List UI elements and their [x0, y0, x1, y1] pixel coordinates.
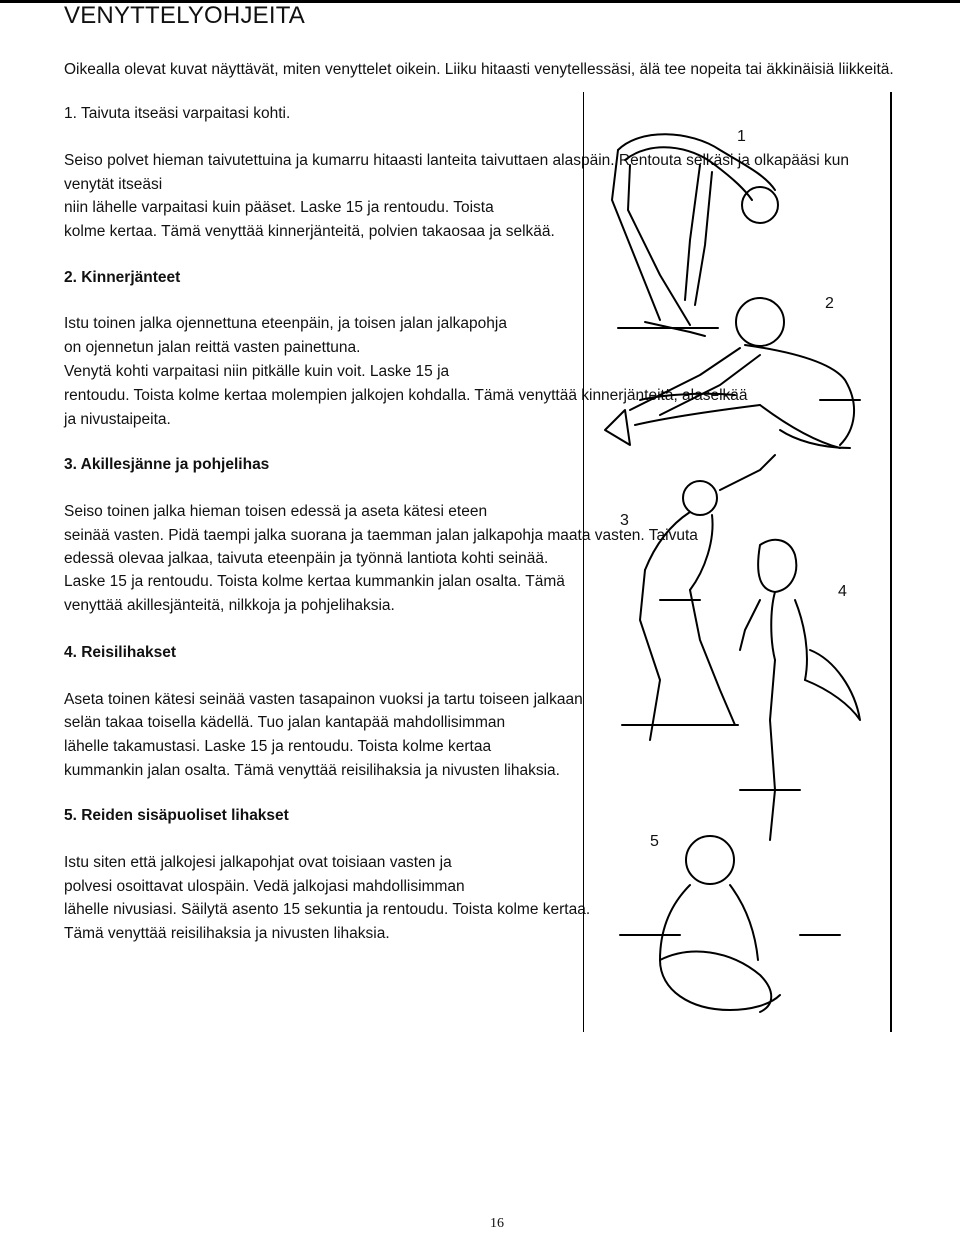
section-3-line: edessä olevaa jalkaa, taivuta eteenpäin ja työnnä lantiota kohti seinää. — [64, 550, 549, 567]
section-2-line: Venytä kohti varpaitasi niin pitkälle kuin voit. Laske 15 ja — [64, 363, 450, 380]
intro-text: Oikealla olevat kuvat näyttävät, miten venyttelet oikein. Liiku hitaasti venytellessäsi, älä tee nopeita tai äkkinäisiä liikkeitä. — [64, 61, 894, 78]
section-5-line: lähelle nivusiasi. Säilytä asento 15 sekuntia ja rentoudu. Toista kolme kertaa. — [64, 901, 591, 918]
section-4-line: Aseta toinen kätesi seinää vasten tasapainon vuoksi ja tartu toiseen jalkaan — [64, 691, 583, 708]
section-3-line: Laske 15 ja rentoudu. Toista kolme kertaa kummankin jalan osalta. Tämä — [64, 573, 565, 590]
section-5-line: Istu siten että jalkojesi jalkapohjat ovat toisiaan vasten ja — [64, 854, 452, 871]
section-2-line: rentoudu. Toista kolme kertaa molempien jalkojen kohdalla. Tämä venyttää kinnerjänteitä, alaselkää — [64, 387, 748, 404]
section-3-line: venyttää akillesjänteitä, nilkkoja ja pohjelihaksia. — [64, 597, 395, 614]
figure-1-number: 1 — [737, 128, 746, 145]
section-2-heading: 2. Kinnerjänteet — [64, 269, 181, 286]
section-5-heading: 5. Reiden sisäpuoliset lihakset — [64, 807, 289, 824]
section-5-line: Tämä venyttää reisilihaksia ja nivusten lihaksia. — [64, 925, 390, 942]
section-3-heading: 3. Akillesjänne ja pohjelihas — [64, 456, 270, 473]
figure-5-number: 5 — [650, 833, 659, 850]
illustration-frame — [583, 92, 892, 1032]
section-1-line: Seiso polvet hieman taivutettuina ja kumarru hitaasti lanteita taivuttaen alaspäin. Rentouta selkäsi ja olkapääsi kun — [64, 152, 849, 169]
section-4-line: kummankin jalan osalta. Tämä venyttää reisilihaksia ja nivusten lihaksia. — [64, 762, 560, 779]
section-4-line: selän takaa toisella kädellä. Tuo jalan kantapää mahdollisimman — [64, 714, 506, 731]
section-4-line: lähelle takamustasi. Laske 15 ja rentoudu. Toista kolme kertaa — [64, 738, 492, 755]
section-1-line: niin lähelle varpaitasi kuin pääset. Laske 15 ja rentoudu. Toista — [64, 199, 494, 216]
section-2-line: Istu toinen jalka ojennettuna eteenpäin, ja toisen jalan jalkapohja — [64, 315, 507, 332]
section-2-line: ja nivustaipeita. — [64, 411, 171, 428]
section-1-heading: 1. Taivuta itseäsi varpaitasi kohti. — [64, 105, 291, 122]
section-3-line: Seiso toinen jalka hieman toisen edessä ja aseta kätesi eteen — [64, 503, 488, 520]
section-3-line: seinää vasten. Pidä taempi jalka suorana ja taemman jalan jalkapohja maata vasten. Taivuta — [64, 527, 698, 544]
figure-3-number: 3 — [620, 512, 629, 529]
figure-2-number: 2 — [825, 295, 834, 312]
section-1-line: venytät itseäsi — [64, 176, 163, 193]
section-1-line: kolme kertaa. Tämä venyttää kinnerjänteitä, polvien takaosaa ja selkää. — [64, 223, 555, 240]
section-2-line: on ojennetun jalan reittä vasten painettuna. — [64, 339, 361, 356]
page-number: 16 — [490, 1216, 504, 1231]
section-4-heading: 4. Reisilihakset — [64, 644, 177, 661]
page-title: VENYTTELYOHJEITA — [64, 2, 306, 29]
figure-4-number: 4 — [838, 583, 847, 600]
section-5-line: polvesi osoittavat ulospäin. Vedä jalkojasi mahdollisimman — [64, 878, 465, 895]
